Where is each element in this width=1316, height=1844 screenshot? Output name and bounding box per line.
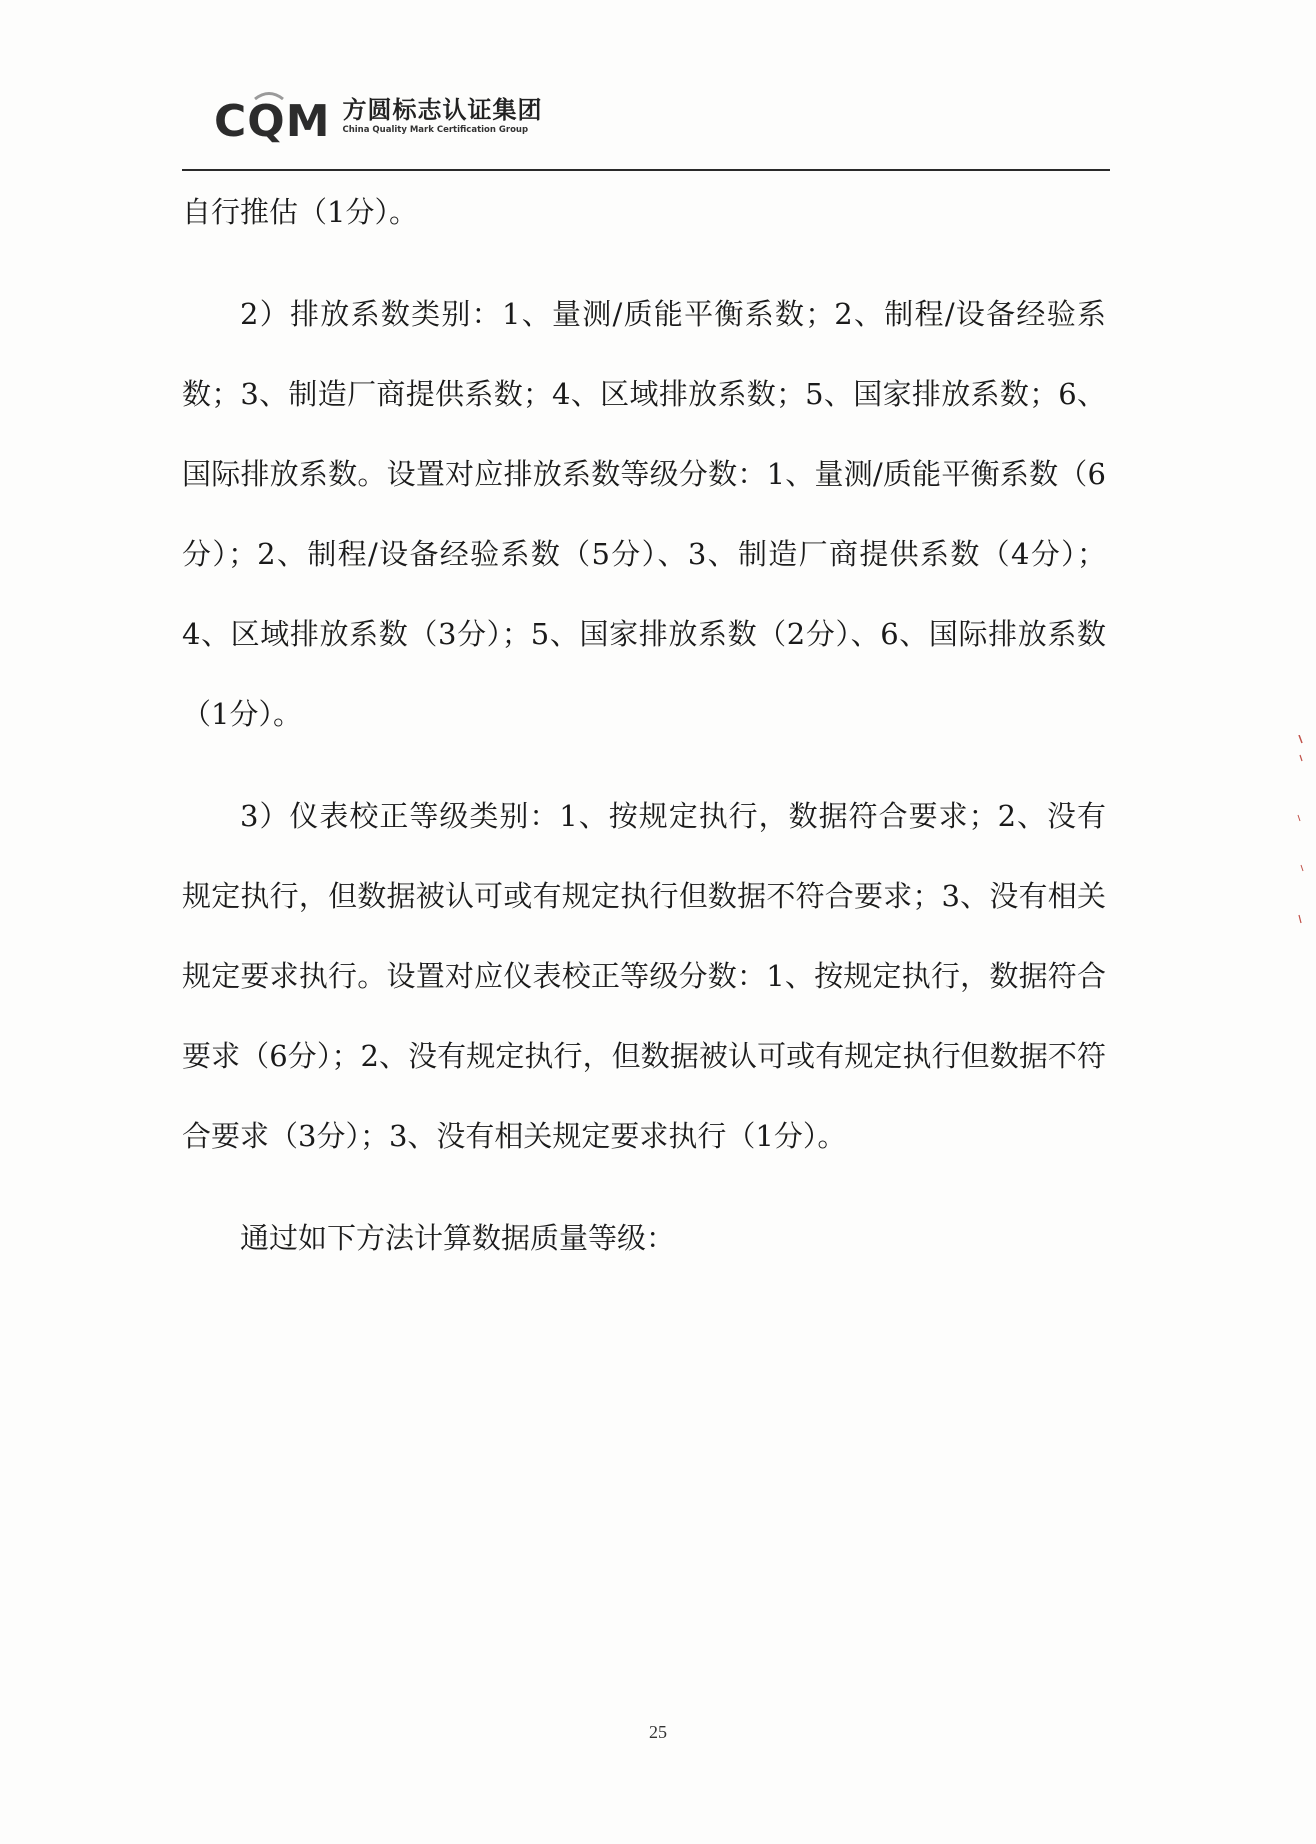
header-divider — [182, 169, 1110, 171]
org-name-cn: 方圆标志认证集团 — [342, 95, 543, 124]
method-intro-paragraph: 通过如下方法计算数据质量等级： — [240, 1221, 676, 1255]
logo-arc-icon — [252, 88, 286, 100]
document-body — [182, 172, 1106, 1278]
paragraph-gap — [182, 252, 1106, 274]
org-name-en: China Quality Mark Certification Group — [342, 125, 529, 136]
continuation-paragraph: 自行推估（1分）。 — [182, 195, 418, 229]
instrument-calibration-paragraph: 3）仪表校正等级类别：1、按规定执行，数据符合要求；2、没有规定执行，但数据被认可或有规定执行但数据不符合要求；3、没有相关规定要求执行。设置对应仪表校正等级分数：1、按规定执行，数据符合要求（6分）；2、没有规定执行，但数据被认可或有规定执行但数据不符合要求（3分）；3、没有相关规定要求执行（1分）。 — [182, 799, 1106, 1153]
page-header — [214, 86, 542, 146]
emission-factor-paragraph: 2）排放系数类别：1、量测/质能平衡系数；2、制程/设备经验系数；3、制造厂商提供系数；4、区域排放系数；5、国家排放系数；6、国际排放系数。设置对应排放系数等级分数：1、量测/质能平衡系数（6分）；2、制程/设备经验系数（5分）、3、制造厂商提供系数（4分）；4、区域排放系数（3分）；5、国家排放系数（2分）、6、国际排放系数（1分）。 — [182, 297, 1106, 731]
logo-text — [342, 97, 542, 136]
logo-letters: CQM — [214, 96, 331, 147]
page-number: 25 — [649, 1722, 667, 1742]
paragraph-gap — [182, 754, 1106, 776]
seal-edge-marks — [1296, 735, 1306, 925]
cqm-logo — [214, 88, 331, 147]
paragraph-gap — [182, 1176, 1106, 1198]
